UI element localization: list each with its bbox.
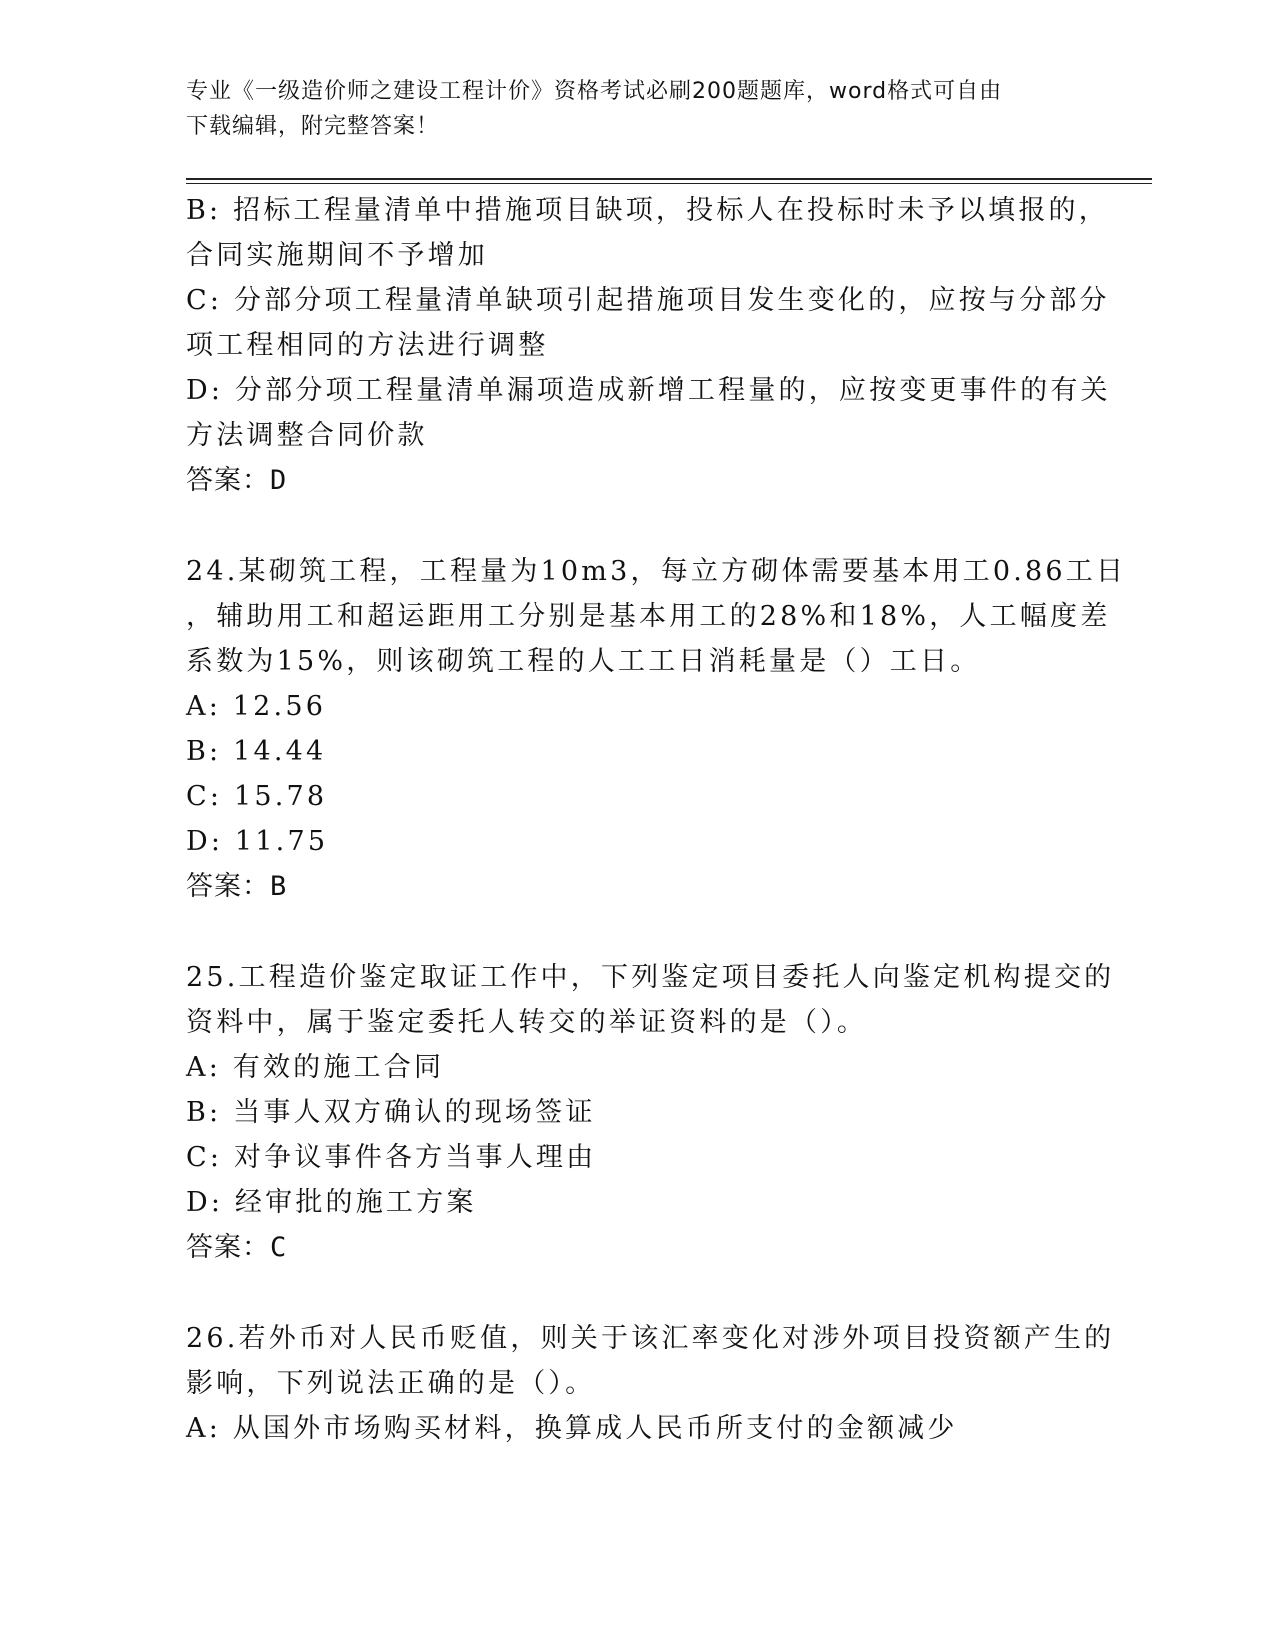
q24-option-d: D: 11.75: [186, 826, 329, 857]
q24-answer-value: B: [270, 871, 288, 902]
q23-answer-value: D: [270, 465, 288, 496]
q24-option-c: C: 15.78: [186, 781, 328, 812]
q23-option-d-line-2: 方法调整合同价款: [186, 420, 428, 451]
page-header: [186, 74, 1066, 144]
q24-stem-line-2: ，辅助用工和超运距用工分别是基本用工的28%和18%，人工幅度差: [186, 601, 1111, 632]
header-line-1: 专业《一级造价师之建设工程计价》资格考试必刷200题题库，word格式可自由: [186, 79, 1003, 104]
question-25: [186, 955, 1115, 1270]
header-divider-thin: [186, 183, 1152, 184]
q23-option-d-line-1: D: 分部分项工程量清单漏项造成新增工程量的，应按变更事件的有关: [186, 375, 1111, 406]
q25-option-b: B: 当事人双方确认的现场签证: [186, 1097, 596, 1128]
q26-stem-line-2: 影响，下列说法正确的是（）。: [186, 1368, 596, 1399]
q23-option-b-line-1: B: 招标工程量清单中措施项目缺项，投标人在投标时未予以填报的，: [186, 195, 1109, 226]
q25-answer-value: C: [270, 1232, 288, 1263]
q24-option-b: B: 14.44: [186, 736, 327, 767]
header-line-2: 下载编辑，附完整答案！: [186, 114, 440, 139]
q23-answer: [186, 458, 1086, 503]
q25-option-c: C: 对争议事件各方当事人理由: [186, 1142, 597, 1173]
q25-answer-label: 答案：: [186, 1232, 270, 1263]
q23-option-c-line-2: 项工程相同的方法进行调整: [186, 330, 549, 361]
question-24: [186, 549, 1127, 909]
q23-option-b-line-2: 合同实施期间不予增加: [186, 240, 488, 271]
q26-stem-line-1: 26.若外币对人民币贬值，则关于该汇率变化对涉外项目投资额产生的: [186, 1323, 1115, 1354]
spacer: [186, 909, 1086, 955]
spacer: [186, 503, 1086, 549]
q25-option-a: A: 有效的施工合同: [186, 1052, 445, 1083]
q25-stem-line-1: 25.工程造价鉴定取证工作中，下列鉴定项目委托人向鉴定机构提交的: [186, 962, 1115, 993]
header-divider-thick: [186, 178, 1152, 180]
q25-option-d: D: 经审批的施工方案: [186, 1187, 477, 1218]
q23-answer-label: 答案：: [186, 465, 270, 496]
q24-answer-label: 答案：: [186, 871, 270, 902]
q23-option-c-line-1: C: 分部分项工程量清单缺项引起措施项目发生变化的，应按与分部分: [186, 285, 1110, 316]
q25-stem-line-2: 资料中，属于鉴定委托人转交的举证资料的是（）。: [186, 1007, 868, 1038]
q26-option-a: A: 从国外市场购买材料，换算成人民币所支付的金额减少: [186, 1413, 958, 1444]
q24-option-a: A: 12.56: [186, 691, 327, 722]
spacer: [186, 1270, 1086, 1316]
q24-stem-line-1: 24.某砌筑工程，工程量为10m3，每立方砌体需要基本用工0.86工日: [186, 556, 1127, 587]
q24-answer: [186, 864, 1086, 909]
q25-answer: [186, 1225, 1086, 1270]
question-26: [186, 1316, 1115, 1451]
question-23: [186, 188, 1111, 503]
q24-stem-line-3: 系数为15%，则该砌筑工程的人工工日消耗量是（）工日。: [186, 646, 981, 677]
question-content: [186, 188, 1127, 1451]
